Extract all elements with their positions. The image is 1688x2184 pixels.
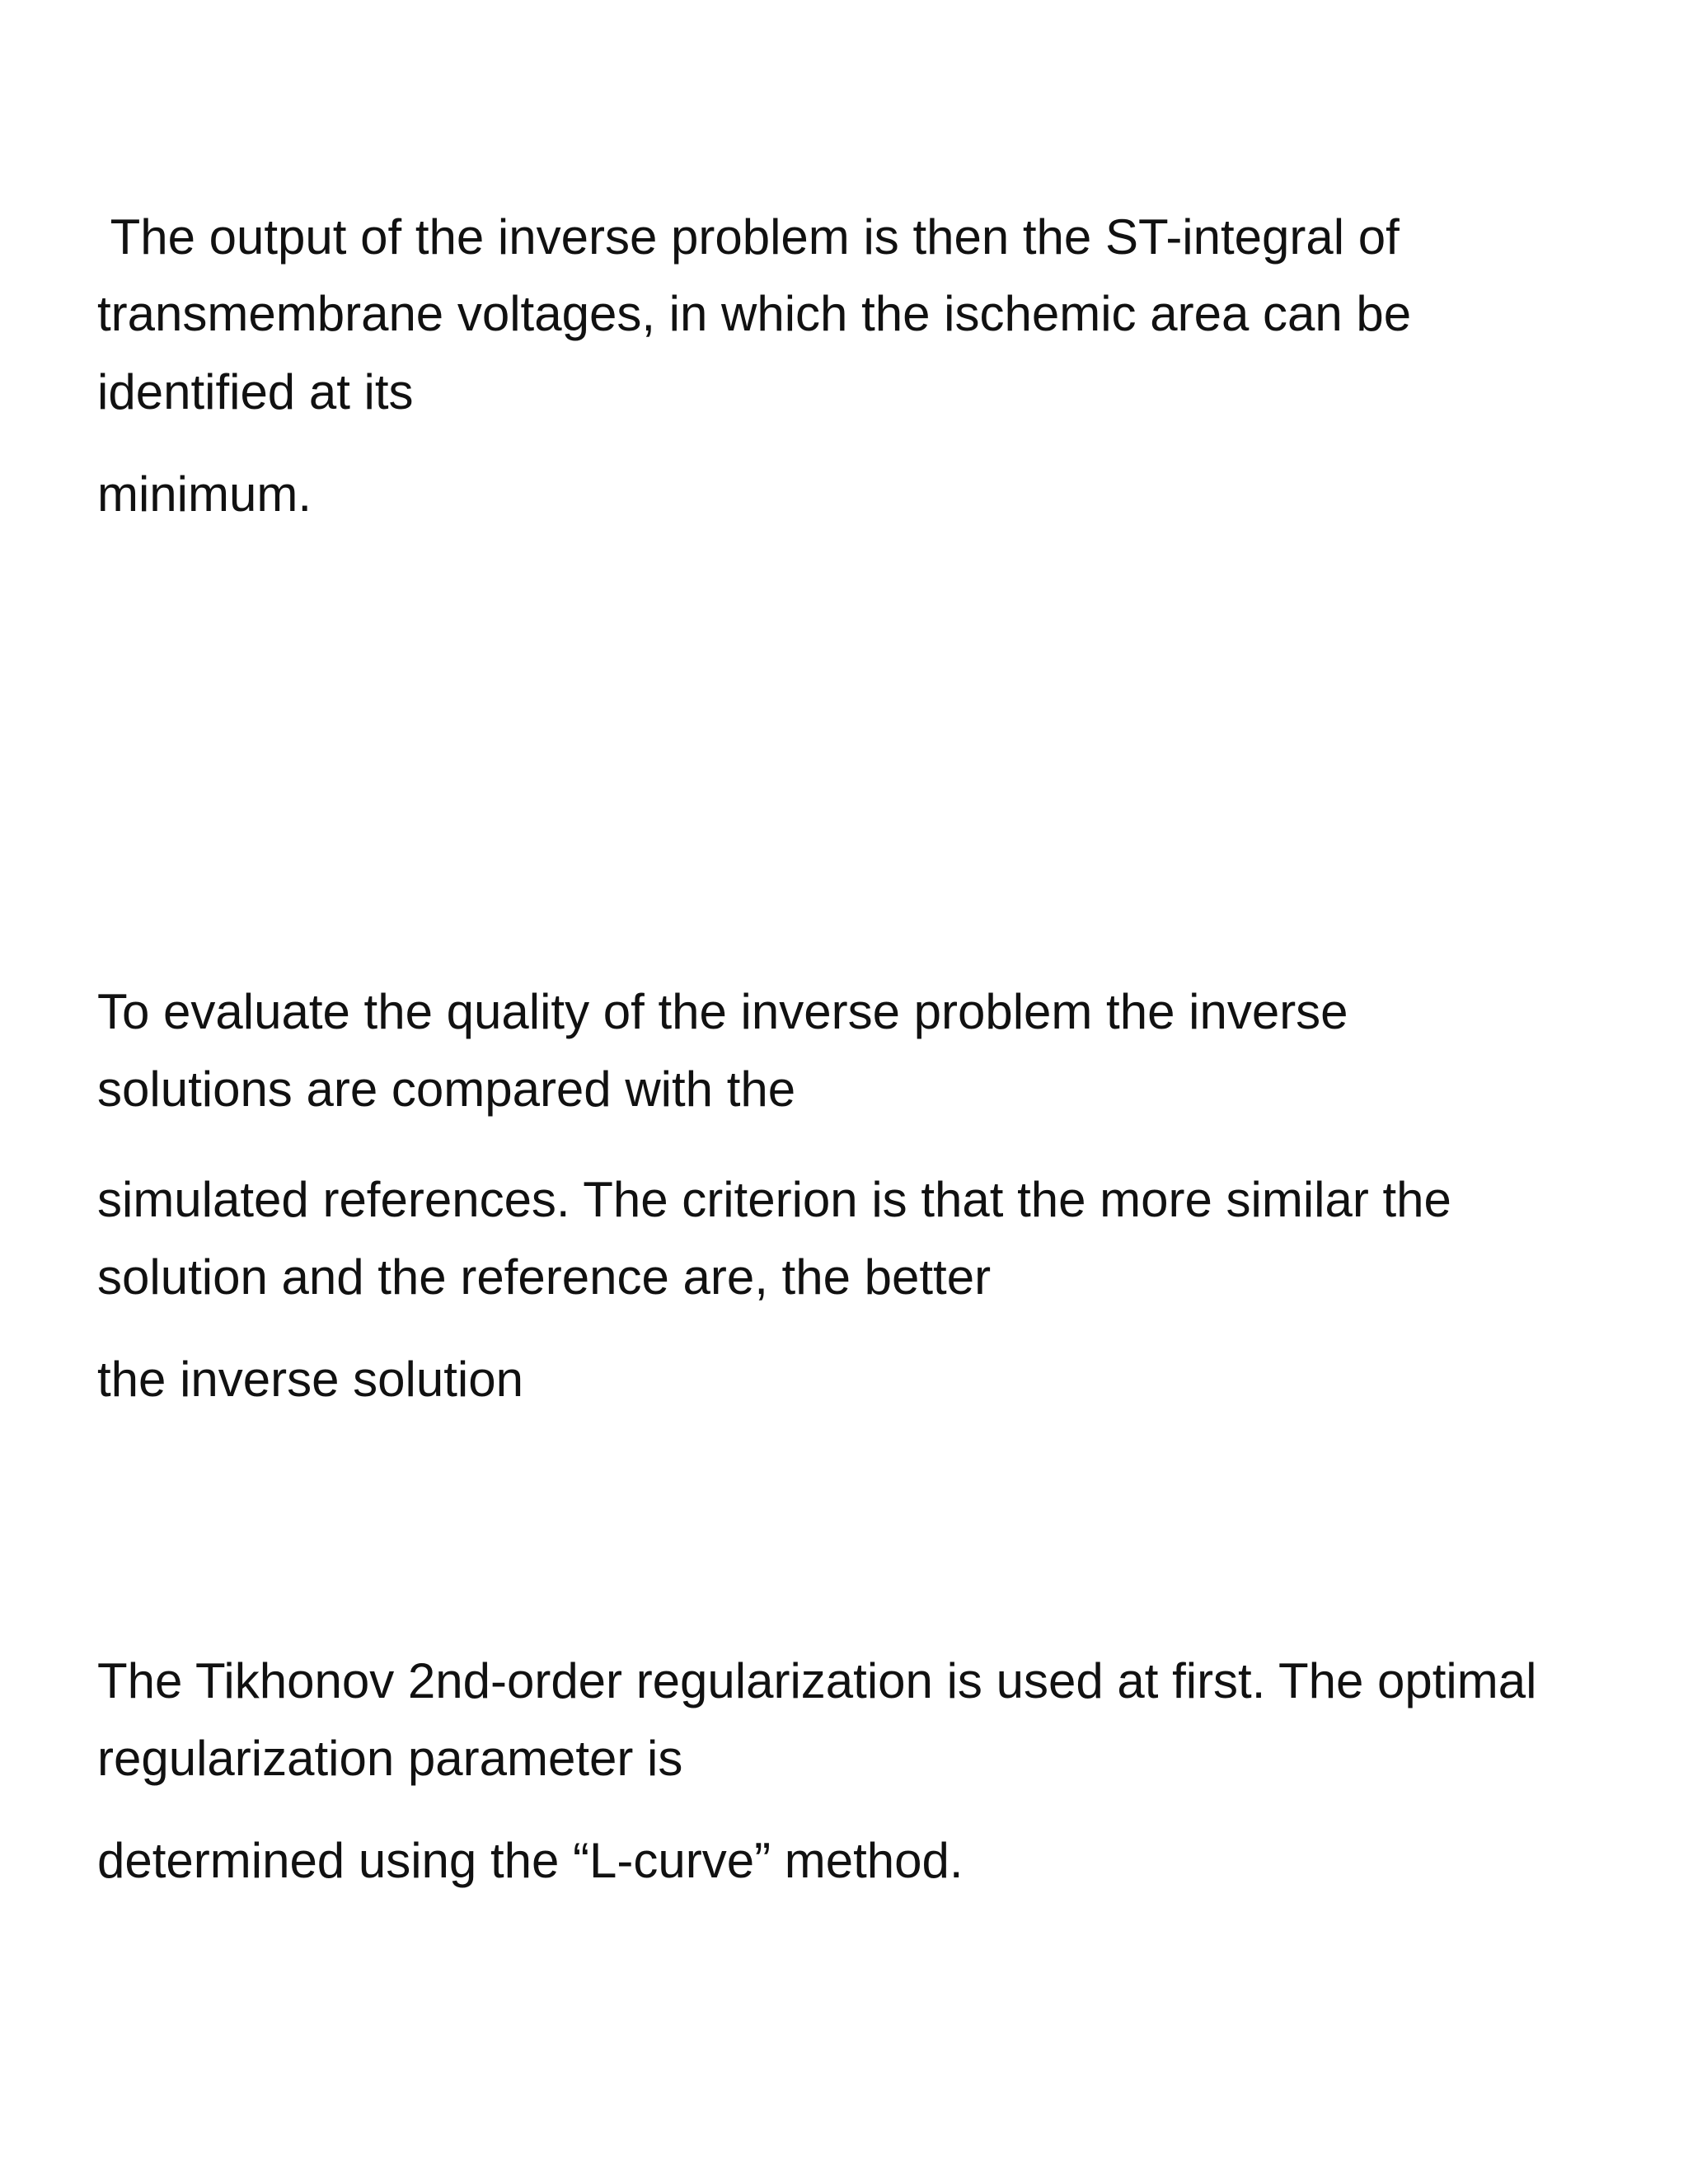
paragraph-2-line-3: simulated references. The criterion is that the more similar the [97, 1172, 1451, 1227]
paragraph-2-line-2: solutions are compared with the [97, 1062, 796, 1117]
paragraph-3-line-1: The Tikhonov 2nd-order regularization is used at first. The optimal [97, 1653, 1537, 1708]
paragraph-1-line-2: transmembrane voltages, in which the ischemic area can be [97, 286, 1412, 341]
paragraph-1-line-3: identified at its [97, 364, 414, 419]
paragraph-2-line-4: solution and the reference are, the better [97, 1249, 992, 1305]
paragraph-3-line-2: regularization parameter is [97, 1731, 683, 1786]
paragraph-1-line-1: The output of the inverse problem is then the ST-integral of [97, 209, 1400, 265]
paragraph-2-line-5: the inverse solution [97, 1352, 523, 1407]
paragraph-1-line-4: minimum. [97, 466, 312, 522]
paragraph-3-line-3: determined using the “L-curve” method. [97, 1833, 964, 1888]
paragraph-2-line-1: To evaluate the quality of the inverse problem the inverse [97, 984, 1348, 1039]
